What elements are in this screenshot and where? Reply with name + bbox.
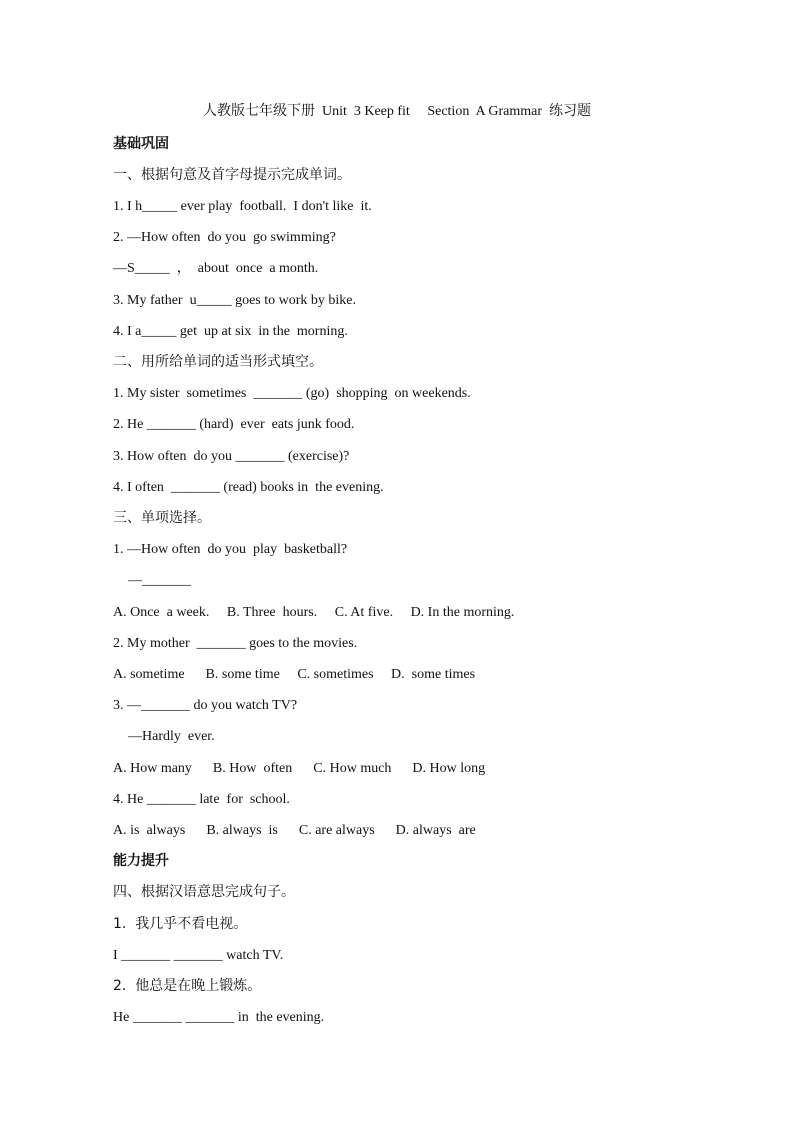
part3-q4: 4. He _______ late for school.	[113, 792, 290, 807]
part1-q3: 3. My father u_____ goes to work by bike.	[113, 293, 357, 308]
part3-q3-answer: —Hardly ever.	[128, 729, 215, 744]
part3-q3: 3. —_______ do you watch TV?	[113, 698, 298, 713]
page-title: 人教版七年级下册 Unit 3 Keep fit Section A Grammar 练习题	[202, 104, 592, 119]
part3-q2-options: A. sometime B. some time C. sometimes D. some times	[113, 667, 476, 682]
part3-q2: 2. My mother _______ goes to the movies.	[113, 636, 358, 651]
part3-q1-options: A. Once a week. B. Three hours. C. At five. D. In the morning.	[113, 605, 515, 620]
part2-q1: 1. My sister sometimes _______ (go) shopping on weekends.	[113, 386, 471, 401]
part1-q1: 1. I h_____ ever play football. I don't like it.	[113, 199, 372, 214]
part3-q1-answer: —_______	[128, 573, 191, 588]
part4-q2-answer: He _______ _______ in the evening.	[113, 1010, 325, 1025]
part2-heading: 二、用所给单词的适当形式填空。	[113, 354, 323, 370]
part2-q3: 3. How often do you _______ (exercise)?	[113, 449, 350, 464]
part2-q4: 4. I often _______ (read) books in the evening.	[113, 480, 384, 495]
part4-heading: 四、根据汉语意思完成句子。	[113, 884, 295, 900]
section-advanced: 能力提升	[113, 853, 169, 869]
part3-q4-options: A. is always B. always is C. are always D. always are	[113, 823, 476, 838]
part4-q2: 2. 他总是在晚上锻炼。	[113, 978, 262, 994]
part3-heading: 三、单项选择。	[113, 510, 211, 526]
part4-q1-answer: I _______ _______ watch TV.	[113, 948, 284, 963]
part3-q1: 1. —How often do you play basketball?	[113, 542, 348, 557]
part2-q2: 2. He _______ (hard) ever eats junk food.	[113, 417, 355, 432]
part1-q2-answer: —S_____ ， about once a month.	[113, 261, 319, 276]
part1-q2: 2. —How often do you go swimming?	[113, 230, 336, 245]
section-basic: 基础巩固	[113, 136, 169, 152]
part3-q3-options: A. How many B. How often C. How much D. How long	[113, 761, 486, 776]
part1-q4: 4. I a_____ get up at six in the morning.	[113, 324, 348, 339]
part1-heading: 一、根据句意及首字母提示完成单词。	[113, 167, 351, 183]
part4-q1: 1. 我几乎不看电视。	[113, 916, 248, 932]
